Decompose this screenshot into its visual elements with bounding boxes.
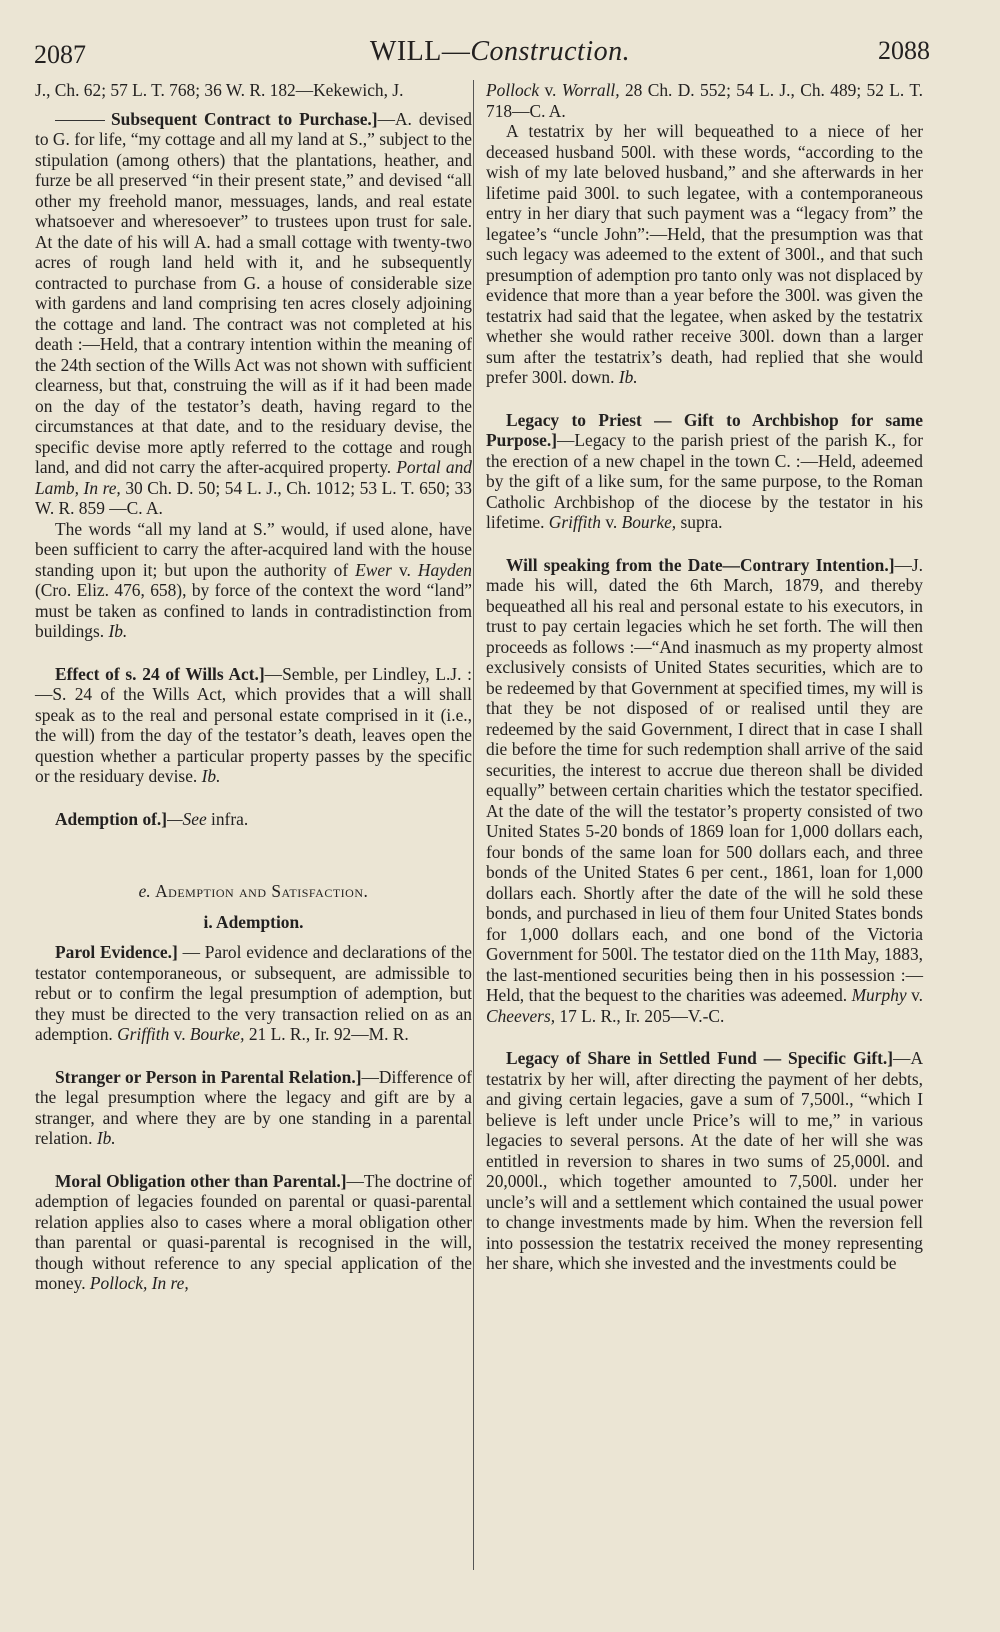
paragraph (35, 942, 472, 1045)
case-name: Ewer (355, 559, 392, 580)
subsection-heading: i. Ademption. (203, 911, 304, 932)
paragraph-text: —A testatrix by her will, after directing the payment of her debts, and giving certain legacies, gave a sum of 7,500l., “which I believe is left under uncle Price’s will to me,” in various legacies to several persons. At the date of her will she was entitled in reversion to shares in two sums of 25,000l. and 20,000l., which together amounted to 7,500l. under her uncle’s will and a settlement which contained the usual power to change investments made by him. When the reversion fell into possession the testatrix received the money representing her share, which she invested and the investments could be (486, 1048, 923, 1273)
paragraph-text: (Cro. Eliz. 476, 658), by force of the context the word “land” must be taken as confined to lands in contradistinction from buildings. (35, 580, 472, 641)
heading-subsequent-contract: Subsequent Contract to Purchase.] (111, 108, 378, 129)
citation: 21 L. R., Ir. 92—M. R. (244, 1024, 409, 1044)
section-heading (35, 881, 472, 902)
ibid: Ib. (96, 1128, 116, 1148)
left-column (35, 80, 472, 1294)
paragraph-text: J., Ch. 62; 57 L. T. 768; 36 W. R. 182—Kekewich, J. (35, 80, 404, 100)
paragraph-text: v. (391, 559, 418, 580)
paragraph (486, 555, 923, 1027)
paragraph-text: —A. devised to G. for life, “my cottage and all my land at S.,” subject to the stipulation (among others) that the plantations, heather, and furze be all preserved “in their present state,” and devised “all other my freehold manor, messuages, lands, and real estate whatsoever and wheresoever” to trustees upon trust for sale. At the date of his will A. had a small cottage with twenty-two acres of rough land held with it, and he subsequently contracted to purchase from G. a house of considerable size with gardens and land comprising ten acres closely adjoining the cottage and land. The contract was not completed at his death :—Held, that a contrary intention within the meaning of the 24th section of the Wills Act was not shown with sufficient clearness, but that, construing the will as if it had been made on the day of the testator’s death, having regard to the circumstances at that date, and to the residuary devise, the specific devise more aptly referred to the cottage and rough land, and did not carry the after-acquired property. (35, 108, 472, 477)
paragraph-text: —J. made his will, dated the 6th March, 1879, and thereby bequeathed all his real and personal estate to his executors, in trust to pay certain legacies which he set forth. The will then proceeds as follows :—“And inasmuch as my property almost exclusively consists of United States securities, which are to be redeemed by that Government at specified times, my will is that they be not disposed of or realised until they are redeemed by the said Government, I direct that in case I shall die before the time for such redemption shall arrive of the said securities, the interest to accrue due thereon shall be divided equally” between certain charities which the testator specified. At the date of the will the testator’s property consisted of two United States 5-20 bonds of 1869 loan for 1,000 dollars each, four bonds of the same loan for 500 dollars each, and three bonds of the United States 6 per cent., 1861, loan for 1,000 dollars each. Shortly after the date of the will he sold these bonds, and purchased in lieu of them four United States bonds for 1,000 dollars each, and one bond of the Victoria Government for 500l. The testator died on the 11th May, 1883, the last-mentioned securities being then in his possession :—Held, that the bequest to the charities was adeemed. (486, 554, 923, 1005)
case-name: Bourke, (189, 1024, 245, 1044)
paragraph-text: v. (539, 80, 562, 100)
paragraph-text: infra. (206, 808, 249, 829)
column-divider (473, 80, 474, 1570)
section-title: Ademption and Satisfaction. (155, 881, 369, 901)
paragraph-text: v. (169, 1024, 190, 1044)
citation: 17 L. R., Ir. 205—V.-C. (555, 1005, 725, 1026)
page-number-left: 2087 (34, 40, 86, 69)
title-main: WILL— (369, 36, 471, 67)
paragraph-text: —Difference of the legal presumption where the legacy and gift are by a stranger, and where they are by one standing in a parental relation. (35, 1066, 472, 1148)
case-name: Pollock, In re, (89, 1273, 189, 1293)
case-name: Bourke, (621, 512, 677, 532)
page-number-right: 2088 (878, 36, 930, 65)
title-italic: Construction. (470, 36, 631, 67)
case-name: Griffith (548, 512, 601, 532)
paragraph-text: —Legacy to the parish priest of the parish K., for the erection of a new chapel in the town C. :—Held, adeemed by the gift of a like sum, for the same purpose, to the Roman Catholic Archbishop of the diocese by the testator in his lifetime. (486, 430, 923, 532)
section-letter: e. (138, 881, 151, 901)
heading-will-speaking: Will speaking from the Date—Contrary Intention.] (506, 554, 895, 575)
paragraph (35, 809, 472, 830)
case-name: Worrall, (561, 80, 620, 100)
paragraph (35, 1067, 472, 1149)
running-title (0, 36, 1000, 68)
paragraph (486, 80, 923, 121)
ibid: Ib. (108, 621, 128, 641)
ibid: Ib. (201, 766, 221, 786)
paragraph (35, 664, 472, 787)
paragraph (486, 1048, 923, 1274)
heading-stranger: Stranger or Person in Parental Relation.] (55, 1066, 362, 1087)
paragraph-text: The words “all my land at S.” would, if used alone, have been sufficient to carry the after-acquired land with the house standing upon it; but upon the authority of (35, 518, 472, 580)
case-name: Pollock (486, 80, 540, 100)
paragraph-text: v. (906, 985, 923, 1005)
case-name: Hayden (417, 559, 473, 580)
paragraph (486, 410, 923, 533)
citation: 28 Ch. D. 552; 54 L. J., Ch. 489; 52 L. T. 718—C. A. (486, 80, 924, 121)
paragraph (35, 109, 472, 519)
paragraph (35, 519, 472, 642)
case-name: Griffith (117, 1024, 170, 1044)
paragraph-text: —Semble, per Lindley, L.J. :—S. 24 of the Wills Act, which provides that a will shall speak as to the real and personal estate comprised in it (i.e., the will) from the day of the testator’s death, leaves open the question whether a particular property passes by the specific or the residuary devise. (35, 663, 473, 786)
see-reference: —See (167, 808, 207, 829)
paragraph-text: A testatrix by her will bequeathed to a niece of her deceased husband 500l. with these words, “according to the wish of my late beloved husband,” and she afterwards in her lifetime paid 300l. to such legatee, with a contemporaneous entry in her diary that such payment was a “legacy from” the legatee’s “uncle John”:—Held, that the presumption was that such legacy was adeemed to the extent of 300l., and that such presumption of ademption pro tanto only was not displaced by evidence that more than a year before the 300l. was given the testatrix had said that the legatee, when asked by the testatrix whether she would rather receive 300l. down than a larger sum after the testatrix’s death, had replied that she would prefer 300l. down. (486, 121, 923, 387)
rule-dash (55, 120, 105, 121)
paragraph (35, 1171, 472, 1294)
citation: 30 Ch. D. 50; 54 L. J., Ch. 1012; 53 L. T. 650; 33 W. R. 859 —C. A. (35, 477, 472, 518)
paragraph (486, 121, 923, 388)
heading-moral-obligation: Moral Obligation other than Parental.] (55, 1170, 347, 1191)
heading-parol-evidence: Parol Evidence.] (55, 942, 178, 962)
heading-effect-s24: Effect of s. 24 of Wills Act.] (55, 663, 265, 684)
ibid: Ib. (618, 367, 638, 387)
heading-legacy-of-share: Legacy of Share in Settled Fund — Specific Gift.] (506, 1048, 894, 1068)
case-name: Murphy (851, 985, 907, 1005)
paragraph-text: —The doctrine of ademption of legacies founded on parental or quasi-parental relation applies also to cases where a moral obligation other than parental or quasi-parental is recognised in the will, though without reference to any special application of the money. (35, 1170, 472, 1293)
running-header (0, 34, 1000, 74)
case-name: Cheevers, (486, 1005, 556, 1026)
case-name: Portal and Lamb, In re, (35, 457, 472, 498)
paragraph (35, 80, 472, 101)
heading-ademption-of: Ademption of.] (55, 808, 168, 829)
right-column (486, 80, 923, 1274)
paragraph-text: v. (600, 512, 622, 532)
heading-legacy-to-priest: Legacy to Priest — Gift to Archbishop for same Purpose.] (486, 409, 923, 450)
paragraph-text: — Parol evidence and declarations of the testator contemporaneous, or subsequent, are admissible to rebut or to confirm the legal presumption of ademption, but they must be directed to the very transaction relied on as an ademption. (35, 942, 472, 1044)
paragraph-text: supra. (676, 512, 723, 532)
